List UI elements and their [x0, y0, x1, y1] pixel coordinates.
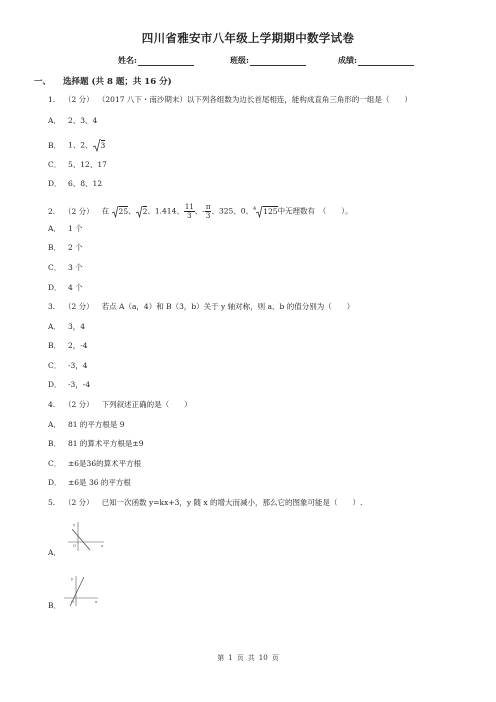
option-a-graph: [66, 518, 106, 552]
page-footer: [0, 653, 496, 663]
question-text: 下列叙述正确的是（ ）: [101, 400, 192, 409]
option-letter: D．: [48, 380, 62, 389]
option-letter: B．: [48, 140, 62, 150]
option-letter: A．: [48, 322, 61, 331]
q4-option-c[interactable]: [48, 459, 141, 469]
question-2: 2. （2 分） 在 25、 2、1.414、 $\frac{11}{3}$ 、- $\frac{\pi}{3}$ 、325、0、$^4$ 125中无理数有 （ ）。: [48, 203, 353, 220]
name-field[interactable]: [118, 55, 194, 66]
section-label: 选择题 (共 8 题；共 16 分): [63, 77, 172, 87]
question-number: 5.: [48, 498, 56, 507]
option-letter: C．: [48, 160, 62, 169]
q1-option-c[interactable]: [48, 160, 107, 170]
option-letter: C．: [48, 361, 62, 370]
option-text: 1 个: [68, 224, 83, 233]
question-points: （2 分）: [64, 206, 94, 216]
sqrt-symbol: [112, 204, 129, 220]
question-points: （2 分）: [64, 302, 94, 311]
option-letter: B．: [48, 341, 62, 350]
question-number: 1.: [48, 95, 56, 104]
denominator: 3: [205, 212, 211, 220]
class-blank[interactable]: [250, 57, 306, 66]
y-axis-label: y: [73, 522, 76, 527]
question-3: [48, 302, 354, 312]
origin-label: O: [73, 543, 77, 548]
name-label: 姓名:: [118, 55, 137, 65]
option-text: ±6是36的算术平方根: [68, 459, 142, 468]
option-letter: C．: [48, 263, 62, 272]
q2-option-b[interactable]: [48, 243, 83, 253]
score-label: 成绩:: [338, 55, 357, 65]
option-text: 2、3、4: [68, 116, 98, 125]
option-letter: A．: [48, 116, 61, 125]
option-letter: B．: [48, 439, 62, 448]
radicand: 125: [263, 206, 278, 216]
option-text: 3 个: [68, 263, 83, 272]
option-letter: C．: [48, 459, 62, 468]
option-text: -3，4: [68, 361, 88, 370]
sqrt-symbol: [93, 139, 106, 152]
numerator: 11: [184, 203, 194, 211]
option-text: 81 的算术平方根是±9: [68, 439, 144, 448]
zero-value: 0: [240, 206, 246, 216]
q1-option-b[interactable]: [48, 139, 105, 152]
question-text: 在: [101, 206, 110, 216]
numerator: π: [205, 203, 211, 211]
option-letter: A．: [48, 548, 61, 557]
q3-option-c[interactable]: [48, 361, 88, 371]
option-letter: B．: [48, 243, 62, 252]
question-text: 若点 A（a，4）和 B（3，b）关于 y 轴对称，则 a、b 的值分别为（ ）: [101, 302, 355, 311]
option-letter: D．: [48, 179, 62, 188]
total-pages: 10: [258, 654, 268, 662]
q3-option-b[interactable]: [48, 341, 88, 351]
option-text: ±6是 36 的平方根: [68, 478, 131, 487]
class-field[interactable]: [230, 55, 306, 66]
page-title: 四川省雅安市八年级上学期期中数学试卷: [141, 31, 355, 45]
option-text: 2，-4: [68, 341, 88, 350]
question-text: 中无理数有 （ ）。: [277, 206, 353, 216]
option-letter: A．: [48, 224, 61, 233]
section-number: 一、: [34, 77, 52, 87]
sqrt-symbol: [136, 204, 148, 220]
denominator: 3: [187, 212, 192, 220]
question-4: [48, 400, 192, 410]
q4-option-b[interactable]: [48, 439, 143, 449]
radicand: 2: [142, 206, 148, 216]
question-text: 已知一次函数 y=kx+3，y 随 x 的增大而减小，那么它的图象可能是（ ）.: [101, 498, 363, 507]
question-1: [48, 95, 412, 105]
q5-option-b[interactable]: [48, 601, 61, 611]
radicand: 25: [118, 206, 129, 216]
question-points: （2 分）: [64, 400, 94, 409]
x-axis-label: x: [101, 543, 104, 548]
q2-option-c[interactable]: [48, 263, 83, 273]
question-number: 2.: [48, 206, 56, 216]
option-text: 2 个: [68, 243, 83, 252]
option-letter: B．: [48, 601, 62, 610]
q4-option-a[interactable]: [48, 420, 125, 430]
x-axis-label: x: [95, 599, 98, 604]
fraction: [184, 203, 195, 220]
section-heading: [34, 75, 172, 87]
option-b-graph: [62, 573, 102, 607]
question-points: （2 分）: [64, 498, 94, 507]
sqrt-symbol: [256, 204, 277, 220]
option-letter: A．: [48, 420, 61, 429]
option-text: 81 的平方根是 9: [68, 420, 125, 429]
option-text: 6、8、12: [68, 179, 103, 188]
name-blank[interactable]: [138, 57, 194, 66]
current-page: 1: [228, 654, 233, 662]
q2-option-d[interactable]: [48, 283, 83, 293]
q1-option-a[interactable]: [48, 116, 97, 126]
root-index: 4: [253, 206, 257, 212]
origin-label: O: [71, 599, 75, 604]
q2-option-a[interactable]: [48, 224, 83, 234]
y-axis-label: y: [71, 576, 74, 581]
option-letter: D．: [48, 478, 62, 487]
option-text: 5、12、17: [68, 160, 107, 169]
option-letter: D．: [48, 283, 62, 292]
q1-option-d[interactable]: [48, 179, 102, 189]
option-text: 1、2、: [68, 140, 93, 150]
question-number: 4.: [48, 400, 56, 409]
radicand: 3: [100, 140, 106, 150]
score-field[interactable]: [338, 55, 414, 66]
option-text: -3，-4: [68, 380, 91, 389]
question-points: （2 分）: [64, 95, 94, 104]
footer-text: 第: [217, 654, 225, 662]
footer-text: 页: [271, 654, 279, 662]
question-number: 3.: [48, 302, 56, 311]
question-text: （2017 八下・南沙期末）以下列各组数为边长首尾相连，能构成直角三角形的一组是（ ）: [101, 95, 412, 104]
repeating-decimal: 325: [218, 206, 234, 216]
q5-option-a[interactable]: [48, 548, 61, 558]
option-text: 3，4: [68, 322, 86, 331]
q4-option-d[interactable]: [48, 478, 131, 488]
option-text: 4 个: [68, 283, 83, 292]
question-5: [48, 498, 362, 508]
q3-option-d[interactable]: [48, 380, 90, 390]
score-blank[interactable]: [358, 57, 414, 66]
decimal-value: 1.414: [154, 206, 177, 216]
q3-option-a[interactable]: [48, 322, 85, 332]
fraction: [205, 203, 212, 220]
footer-text: 页: [236, 654, 244, 662]
class-label: 班级:: [230, 55, 249, 65]
footer-text: 共: [247, 654, 255, 662]
